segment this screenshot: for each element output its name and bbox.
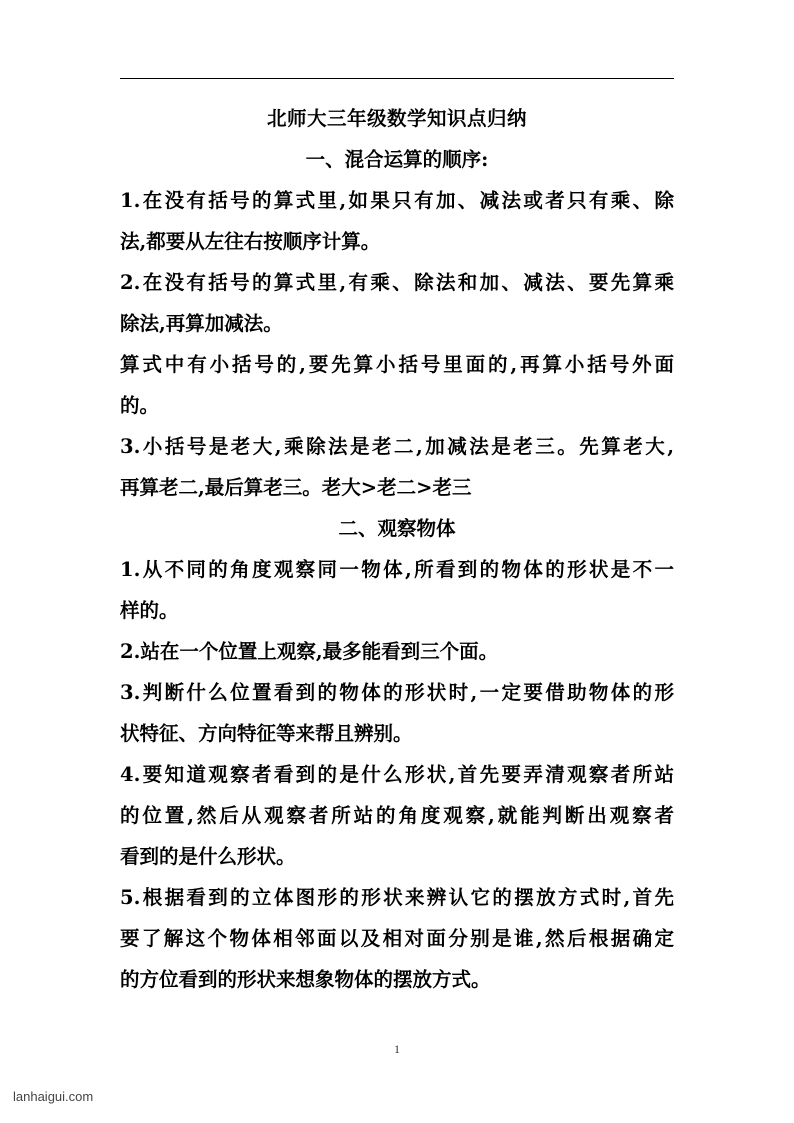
document-title: 北师大三年级数学知识点归纳 [266, 107, 527, 130]
page-number: 1 [394, 1042, 400, 1056]
paragraph-line: 4.要知道观察者看到的是什么形状,首先要弄清观察者所站 [120, 763, 674, 786]
paragraph-line: 的。 [120, 394, 160, 417]
paragraph-line: 3.小括号是老大,乘除法是老二,加减法是老三。先算老大, [120, 435, 674, 458]
paragraph-line: 5.根据看到的立体图形的形状来辨认它的摆放方式时,首先 [120, 886, 674, 909]
document-body [120, 98, 674, 1000]
paragraph-line: 法,都要从左往右按顺序计算。 [120, 230, 381, 253]
paragraph-line: 状特征、方向特征等来帮且辨别。 [120, 722, 413, 745]
paragraph-line: 看到的是什么形状。 [120, 845, 296, 868]
paragraph-line: 2.在没有括号的算式里,有乘、除法和加、减法、要先算乘 [120, 271, 674, 294]
paragraph-line: 除法,再算加减法。 [120, 312, 283, 335]
paragraph-line: 样的。 [120, 599, 179, 622]
paragraph-line: 的位置,然后从观察者所站的角度观察,就能判断出观察者 [120, 804, 674, 827]
paragraph-line: 1.从不同的角度观察同一物体,所看到的物体的形状是不一 [120, 558, 674, 581]
site-watermark: lanhaigui.com [13, 1089, 94, 1104]
paragraph-line: 再算老二,最后算老三。老大>老二>老三 [120, 476, 472, 499]
paragraph-line: 1.在没有括号的算式里,如果只有加、减法或者只有乘、除 [120, 189, 674, 212]
paragraph-line: 3.判断什么位置看到的物体的形状时,一定要借助物体的形 [120, 681, 674, 704]
section-heading-mixed-operations: 一、混合运算的顺序: [305, 148, 489, 171]
paragraph-line: 要了解这个物体相邻面以及相对面分别是谁,然后根据确定 [120, 927, 674, 950]
paragraph-line: 的方位看到的形状来想象物体的摆放方式。 [120, 968, 491, 991]
section-heading-observing-objects: 二、观察物体 [338, 517, 456, 540]
paragraph-line: 算式中有小括号的,要先算小括号里面的,再算小括号外面 [120, 353, 674, 376]
paragraph-line: 2.站在一个位置上观察,最多能看到三个面。 [120, 640, 499, 663]
header-rule [120, 78, 674, 79]
